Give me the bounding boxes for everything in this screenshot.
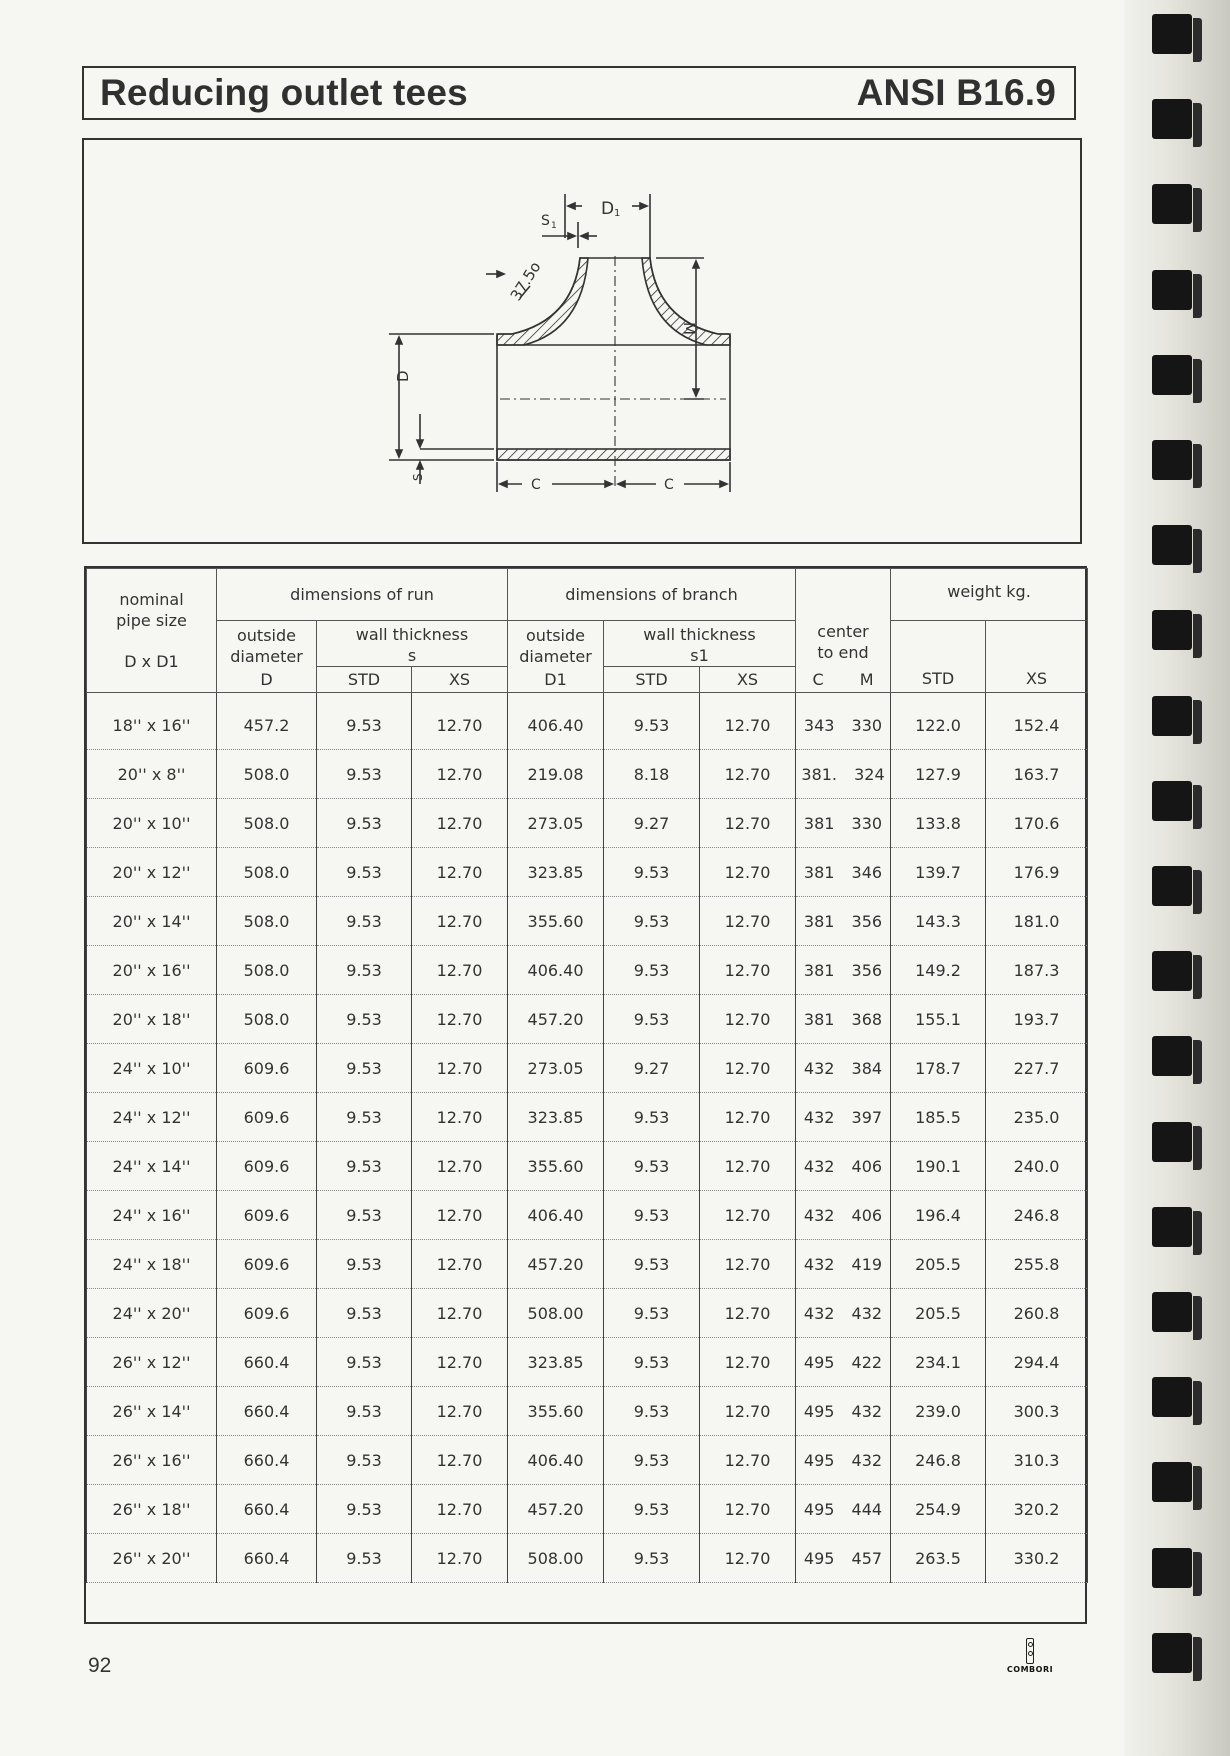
branch-std-header: STD (604, 667, 700, 693)
weight-std-cell: 139.7 (891, 848, 986, 897)
table-row (87, 1338, 1088, 1387)
center-to-end-cell: 432 432 (796, 1289, 891, 1338)
run-od-cell: 508.0 (217, 995, 317, 1044)
s1-label: S (541, 213, 550, 229)
branch-std-cell: 9.53 (604, 1093, 700, 1142)
table-row (87, 848, 1088, 897)
run-od-cell: 660.4 (217, 1534, 317, 1583)
pipe-size-cell: 20'' x 16'' (87, 946, 217, 995)
branch-od-cell: 406.40 (508, 1191, 604, 1240)
run-std-cell: 9.53 (317, 946, 412, 995)
run-od-cell: 609.6 (217, 1142, 317, 1191)
run-od-cell: 508.0 (217, 799, 317, 848)
pipe-size-cell: 20'' x 8'' (87, 750, 217, 799)
run-std-cell: 9.53 (317, 1044, 412, 1093)
branch-std-cell: 9.53 (604, 897, 700, 946)
binder-ring (1152, 1548, 1192, 1588)
nominal-pipe-size-header: nominal pipe size D x D1 (87, 569, 217, 693)
run-std-cell: 9.53 (317, 897, 412, 946)
branch-std-cell: 8.18 (604, 750, 700, 799)
branch-dimensions-header: dimensions of branch (508, 569, 796, 621)
run-xs-header: XS (412, 667, 508, 693)
branch-xs-header: XS (700, 667, 796, 693)
pipe-size-cell: 24'' x 20'' (87, 1289, 217, 1338)
branch-xs-cell: 12.70 (700, 1387, 796, 1436)
table-row (87, 1142, 1088, 1191)
branch-std-cell: 9.53 (604, 693, 700, 750)
run-od-header: outside diameter (217, 621, 317, 667)
table-row (87, 693, 1088, 750)
c-left-label: C (531, 477, 541, 493)
branch-od-unit: D1 (508, 667, 604, 693)
branch-std-cell: 9.53 (604, 1534, 700, 1583)
run-xs-cell: 12.70 (412, 1436, 508, 1485)
run-std-cell: 9.53 (317, 799, 412, 848)
table-body (87, 693, 1088, 1583)
branch-xs-cell: 12.70 (700, 1485, 796, 1534)
branch-xs-cell: 12.70 (700, 1191, 796, 1240)
branch-std-cell: 9.53 (604, 995, 700, 1044)
run-xs-cell: 12.70 (412, 1240, 508, 1289)
branch-od-cell: 406.40 (508, 946, 604, 995)
run-std-cell: 9.53 (317, 1289, 412, 1338)
table-row (87, 897, 1088, 946)
run-od-cell: 660.4 (217, 1338, 317, 1387)
table-row (87, 946, 1088, 995)
branch-xs-cell: 12.70 (700, 1044, 796, 1093)
run-std-cell: 9.53 (317, 1338, 412, 1387)
run-std-cell: 9.53 (317, 1093, 412, 1142)
branch-std-cell: 9.53 (604, 946, 700, 995)
branch-std-cell: 9.53 (604, 1191, 700, 1240)
binder-ring (1152, 1462, 1192, 1502)
pipe-size-cell: 26'' x 14'' (87, 1387, 217, 1436)
branch-xs-cell: 12.70 (700, 1142, 796, 1191)
weight-std-cell: 205.5 (891, 1240, 986, 1289)
weight-xs-cell: 152.4 (986, 693, 1088, 750)
dimensions-table (86, 568, 1088, 1583)
branch-xs-cell: 12.70 (700, 1093, 796, 1142)
weight-std-cell: 246.8 (891, 1436, 986, 1485)
run-od-cell: 609.6 (217, 1044, 317, 1093)
pipe-size-cell: 24'' x 10'' (87, 1044, 217, 1093)
run-xs-cell: 12.70 (412, 693, 508, 750)
weight-xs-cell: 294.4 (986, 1338, 1088, 1387)
branch-od-cell: 508.00 (508, 1534, 604, 1583)
binder-ring (1152, 270, 1192, 310)
branch-xs-cell: 12.70 (700, 1436, 796, 1485)
center-to-end-cell: 432 406 (796, 1142, 891, 1191)
run-std-cell: 9.53 (317, 1191, 412, 1240)
run-od-cell: 508.0 (217, 750, 317, 799)
run-xs-cell: 12.70 (412, 1191, 508, 1240)
center-to-end-cell: 381 356 (796, 897, 891, 946)
pipe-size-cell: 20'' x 10'' (87, 799, 217, 848)
run-xs-cell: 12.70 (412, 1485, 508, 1534)
branch-xs-cell: 12.70 (700, 946, 796, 995)
table-row (87, 995, 1088, 1044)
table-row (87, 1191, 1088, 1240)
binder-ring (1152, 99, 1192, 139)
table-row (87, 1289, 1088, 1338)
run-od-cell: 609.6 (217, 1093, 317, 1142)
weight-std-cell: 239.0 (891, 1387, 986, 1436)
weight-xs-cell: 163.7 (986, 750, 1088, 799)
pipe-size-cell: 18'' x 16'' (87, 693, 217, 750)
branch-od-cell: 355.60 (508, 897, 604, 946)
run-xs-cell: 12.70 (412, 897, 508, 946)
branch-od-cell: 457.20 (508, 995, 604, 1044)
run-od-cell: 660.4 (217, 1387, 317, 1436)
weight-xs-cell: 181.0 (986, 897, 1088, 946)
weight-std-cell: 133.8 (891, 799, 986, 848)
table-row (87, 750, 1088, 799)
weight-xs-cell: 193.7 (986, 995, 1088, 1044)
binder-ring (1152, 610, 1192, 650)
weight-xs-cell: 255.8 (986, 1240, 1088, 1289)
branch-xs-cell: 12.70 (700, 693, 796, 750)
pipe-size-cell: 20'' x 12'' (87, 848, 217, 897)
branch-od-cell: 323.85 (508, 1338, 604, 1387)
binder-ring (1152, 355, 1192, 395)
branch-xs-cell: 12.70 (700, 750, 796, 799)
weight-std-cell: 178.7 (891, 1044, 986, 1093)
standard-label: ANSI B16.9 (856, 72, 1056, 113)
center-to-end-cell: 495 457 (796, 1534, 891, 1583)
run-od-cell: 609.6 (217, 1191, 317, 1240)
center-to-end-cell: 432 419 (796, 1240, 891, 1289)
c-right-label: C (664, 477, 674, 493)
weight-xs-cell: 170.6 (986, 799, 1088, 848)
run-std-cell: 9.53 (317, 750, 412, 799)
weight-std-cell: 205.5 (891, 1289, 986, 1338)
pipe-size-cell: 24'' x 16'' (87, 1191, 217, 1240)
center-to-end-cell: 495 432 (796, 1436, 891, 1485)
weight-std-cell: 185.5 (891, 1093, 986, 1142)
branch-std-cell: 9.53 (604, 1240, 700, 1289)
table-row (87, 1044, 1088, 1093)
run-xs-cell: 12.70 (412, 799, 508, 848)
binder-ring (1152, 1207, 1192, 1247)
branch-od-cell: 406.40 (508, 1436, 604, 1485)
binder-ring (1152, 1292, 1192, 1332)
branch-std-cell: 9.53 (604, 1338, 700, 1387)
pipe-size-cell: 26'' x 20'' (87, 1534, 217, 1583)
branch-od-cell: 323.85 (508, 1093, 604, 1142)
run-od-unit: D (217, 667, 317, 693)
weight-xs-cell: 235.0 (986, 1093, 1088, 1142)
center-to-end-cell: 381 356 (796, 946, 891, 995)
branch-od-cell: 219.08 (508, 750, 604, 799)
branch-xs-cell: 12.70 (700, 848, 796, 897)
run-std-cell: 9.53 (317, 1485, 412, 1534)
run-wall-header: wall thickness s (317, 621, 508, 667)
pipe-size-cell: 20'' x 18'' (87, 995, 217, 1044)
center-to-end-cell: 381 346 (796, 848, 891, 897)
branch-od-cell: 323.85 (508, 848, 604, 897)
table-row (87, 1240, 1088, 1289)
branch-xs-cell: 12.70 (700, 1534, 796, 1583)
weight-xs-cell: 310.3 (986, 1436, 1088, 1485)
weight-xs-cell: 260.8 (986, 1289, 1088, 1338)
run-std-cell: 9.53 (317, 995, 412, 1044)
run-od-cell: 660.4 (217, 1436, 317, 1485)
branch-std-cell: 9.53 (604, 1387, 700, 1436)
weight-std-cell: 143.3 (891, 897, 986, 946)
branch-od-cell: 355.60 (508, 1142, 604, 1191)
branch-od-header: outside diameter (508, 621, 604, 667)
center-to-end-cell: 495 444 (796, 1485, 891, 1534)
table-row (87, 1387, 1088, 1436)
weight-std-cell: 196.4 (891, 1191, 986, 1240)
run-xs-cell: 12.70 (412, 1093, 508, 1142)
run-xs-cell: 12.70 (412, 1044, 508, 1093)
pipe-size-cell: 20'' x 14'' (87, 897, 217, 946)
run-xs-cell: 12.70 (412, 848, 508, 897)
weight-xs-header: XS (986, 621, 1088, 693)
run-std-header: STD (317, 667, 412, 693)
branch-od-cell: 273.05 (508, 1044, 604, 1093)
weight-header: weight kg. (891, 569, 1088, 621)
center-to-end-cell: 381. 324 (796, 750, 891, 799)
pipe-size-cell: 26'' x 16'' (87, 1436, 217, 1485)
branch-od-cell: 273.05 (508, 799, 604, 848)
d-label: D (394, 370, 412, 382)
m-label: M (680, 322, 698, 335)
center-to-end-units: C M (796, 667, 891, 693)
center-to-end-header: center to end (796, 569, 891, 667)
run-od-cell: 660.4 (217, 1485, 317, 1534)
run-od-cell: 508.0 (217, 897, 317, 946)
angle-label: 37.5o (506, 258, 545, 305)
run-od-cell: 609.6 (217, 1240, 317, 1289)
run-std-cell: 9.53 (317, 1142, 412, 1191)
weight-std-cell: 127.9 (891, 750, 986, 799)
run-xs-cell: 12.70 (412, 1142, 508, 1191)
branch-od-cell: 457.20 (508, 1240, 604, 1289)
binder-ring (1152, 525, 1192, 565)
table-row (87, 1485, 1088, 1534)
branch-xs-cell: 12.70 (700, 897, 796, 946)
branch-od-cell: 457.20 (508, 1485, 604, 1534)
table-row (87, 1436, 1088, 1485)
center-to-end-cell: 343 330 (796, 693, 891, 750)
table-row (87, 799, 1088, 848)
weight-std-cell: 263.5 (891, 1534, 986, 1583)
run-std-cell: 9.53 (317, 693, 412, 750)
run-od-cell: 508.0 (217, 946, 317, 995)
binder-ring (1152, 781, 1192, 821)
branch-xs-cell: 12.70 (700, 1289, 796, 1338)
binder-ring (1152, 1633, 1192, 1673)
run-od-cell: 609.6 (217, 1289, 317, 1338)
pipe-size-cell: 24'' x 12'' (87, 1093, 217, 1142)
branch-xs-cell: 12.70 (700, 1338, 796, 1387)
binder-ring (1152, 951, 1192, 991)
binder-ring (1152, 1036, 1192, 1076)
run-xs-cell: 12.70 (412, 1534, 508, 1583)
tee-diagram (82, 138, 1082, 544)
pipe-size-cell: 26'' x 12'' (87, 1338, 217, 1387)
run-od-cell: 457.2 (217, 693, 317, 750)
binder-ring (1152, 1377, 1192, 1417)
branch-od-cell: 355.60 (508, 1387, 604, 1436)
branch-std-cell: 9.27 (604, 1044, 700, 1093)
weight-xs-cell: 227.7 (986, 1044, 1088, 1093)
d1-label: D (601, 199, 615, 219)
weight-xs-cell: 176.9 (986, 848, 1088, 897)
pipe-size-cell: 24'' x 14'' (87, 1142, 217, 1191)
d1-subscript: 1 (614, 208, 621, 219)
tee-drawing (84, 140, 1084, 546)
branch-wall-header: wall thickness s1 (604, 621, 796, 667)
branch-od-cell: 508.00 (508, 1289, 604, 1338)
weight-xs-cell: 300.3 (986, 1387, 1088, 1436)
branch-xs-cell: 12.70 (700, 995, 796, 1044)
weight-std-header: STD (891, 621, 986, 693)
run-dimensions-header: dimensions of run (217, 569, 508, 621)
weight-std-cell: 155.1 (891, 995, 986, 1044)
weight-xs-cell: 246.8 (986, 1191, 1088, 1240)
page-number: 92 (88, 1654, 112, 1677)
branch-std-cell: 9.53 (604, 1142, 700, 1191)
weight-std-cell: 234.1 (891, 1338, 986, 1387)
run-xs-cell: 12.70 (412, 946, 508, 995)
branch-xs-cell: 12.70 (700, 1240, 796, 1289)
center-to-end-cell: 432 397 (796, 1093, 891, 1142)
center-to-end-cell: 381 330 (796, 799, 891, 848)
title-bar (82, 66, 1076, 120)
binder-ring (1152, 14, 1192, 54)
run-xs-cell: 12.70 (412, 995, 508, 1044)
run-xs-cell: 12.70 (412, 1338, 508, 1387)
branch-std-cell: 9.27 (604, 799, 700, 848)
run-xs-cell: 12.70 (412, 750, 508, 799)
branch-xs-cell: 12.70 (700, 799, 796, 848)
weight-xs-cell: 320.2 (986, 1485, 1088, 1534)
weight-xs-cell: 240.0 (986, 1142, 1088, 1191)
dimensions-table-frame (84, 566, 1087, 1624)
weight-std-cell: 122.0 (891, 693, 986, 750)
s1-subscript: 1 (551, 221, 557, 231)
weight-xs-cell: 330.2 (986, 1534, 1088, 1583)
center-to-end-cell: 495 422 (796, 1338, 891, 1387)
weight-std-cell: 190.1 (891, 1142, 986, 1191)
weight-xs-cell: 187.3 (986, 946, 1088, 995)
center-to-end-cell: 432 406 (796, 1191, 891, 1240)
center-to-end-cell: 495 432 (796, 1387, 891, 1436)
weight-std-cell: 149.2 (891, 946, 986, 995)
page-title: Reducing outlet tees (100, 72, 468, 113)
table-row (87, 1534, 1088, 1583)
brand-mark-icon (1026, 1638, 1034, 1664)
binder-ring (1152, 696, 1192, 736)
pipe-size-cell: 24'' x 18'' (87, 1240, 217, 1289)
run-std-cell: 9.53 (317, 1436, 412, 1485)
table-row (87, 1093, 1088, 1142)
run-xs-cell: 12.70 (412, 1387, 508, 1436)
branch-std-cell: 9.53 (604, 848, 700, 897)
binder-ring (1152, 866, 1192, 906)
binder-ring (1152, 1122, 1192, 1162)
s-label: S (411, 473, 425, 481)
run-std-cell: 9.53 (317, 1240, 412, 1289)
pipe-size-cell: 26'' x 18'' (87, 1485, 217, 1534)
brand-name: COMBORI (1006, 1665, 1054, 1674)
branch-std-cell: 9.53 (604, 1436, 700, 1485)
binder-ring (1152, 440, 1192, 480)
branch-std-cell: 9.53 (604, 1485, 700, 1534)
brand-logo (997, 1638, 1063, 1676)
run-std-cell: 9.53 (317, 848, 412, 897)
weight-std-cell: 254.9 (891, 1485, 986, 1534)
binder-ring (1152, 184, 1192, 224)
branch-od-cell: 406.40 (508, 693, 604, 750)
run-od-cell: 508.0 (217, 848, 317, 897)
branch-std-cell: 9.53 (604, 1289, 700, 1338)
center-to-end-cell: 381 368 (796, 995, 891, 1044)
run-std-cell: 9.53 (317, 1534, 412, 1583)
run-xs-cell: 12.70 (412, 1289, 508, 1338)
run-std-cell: 9.53 (317, 1387, 412, 1436)
center-to-end-cell: 432 384 (796, 1044, 891, 1093)
